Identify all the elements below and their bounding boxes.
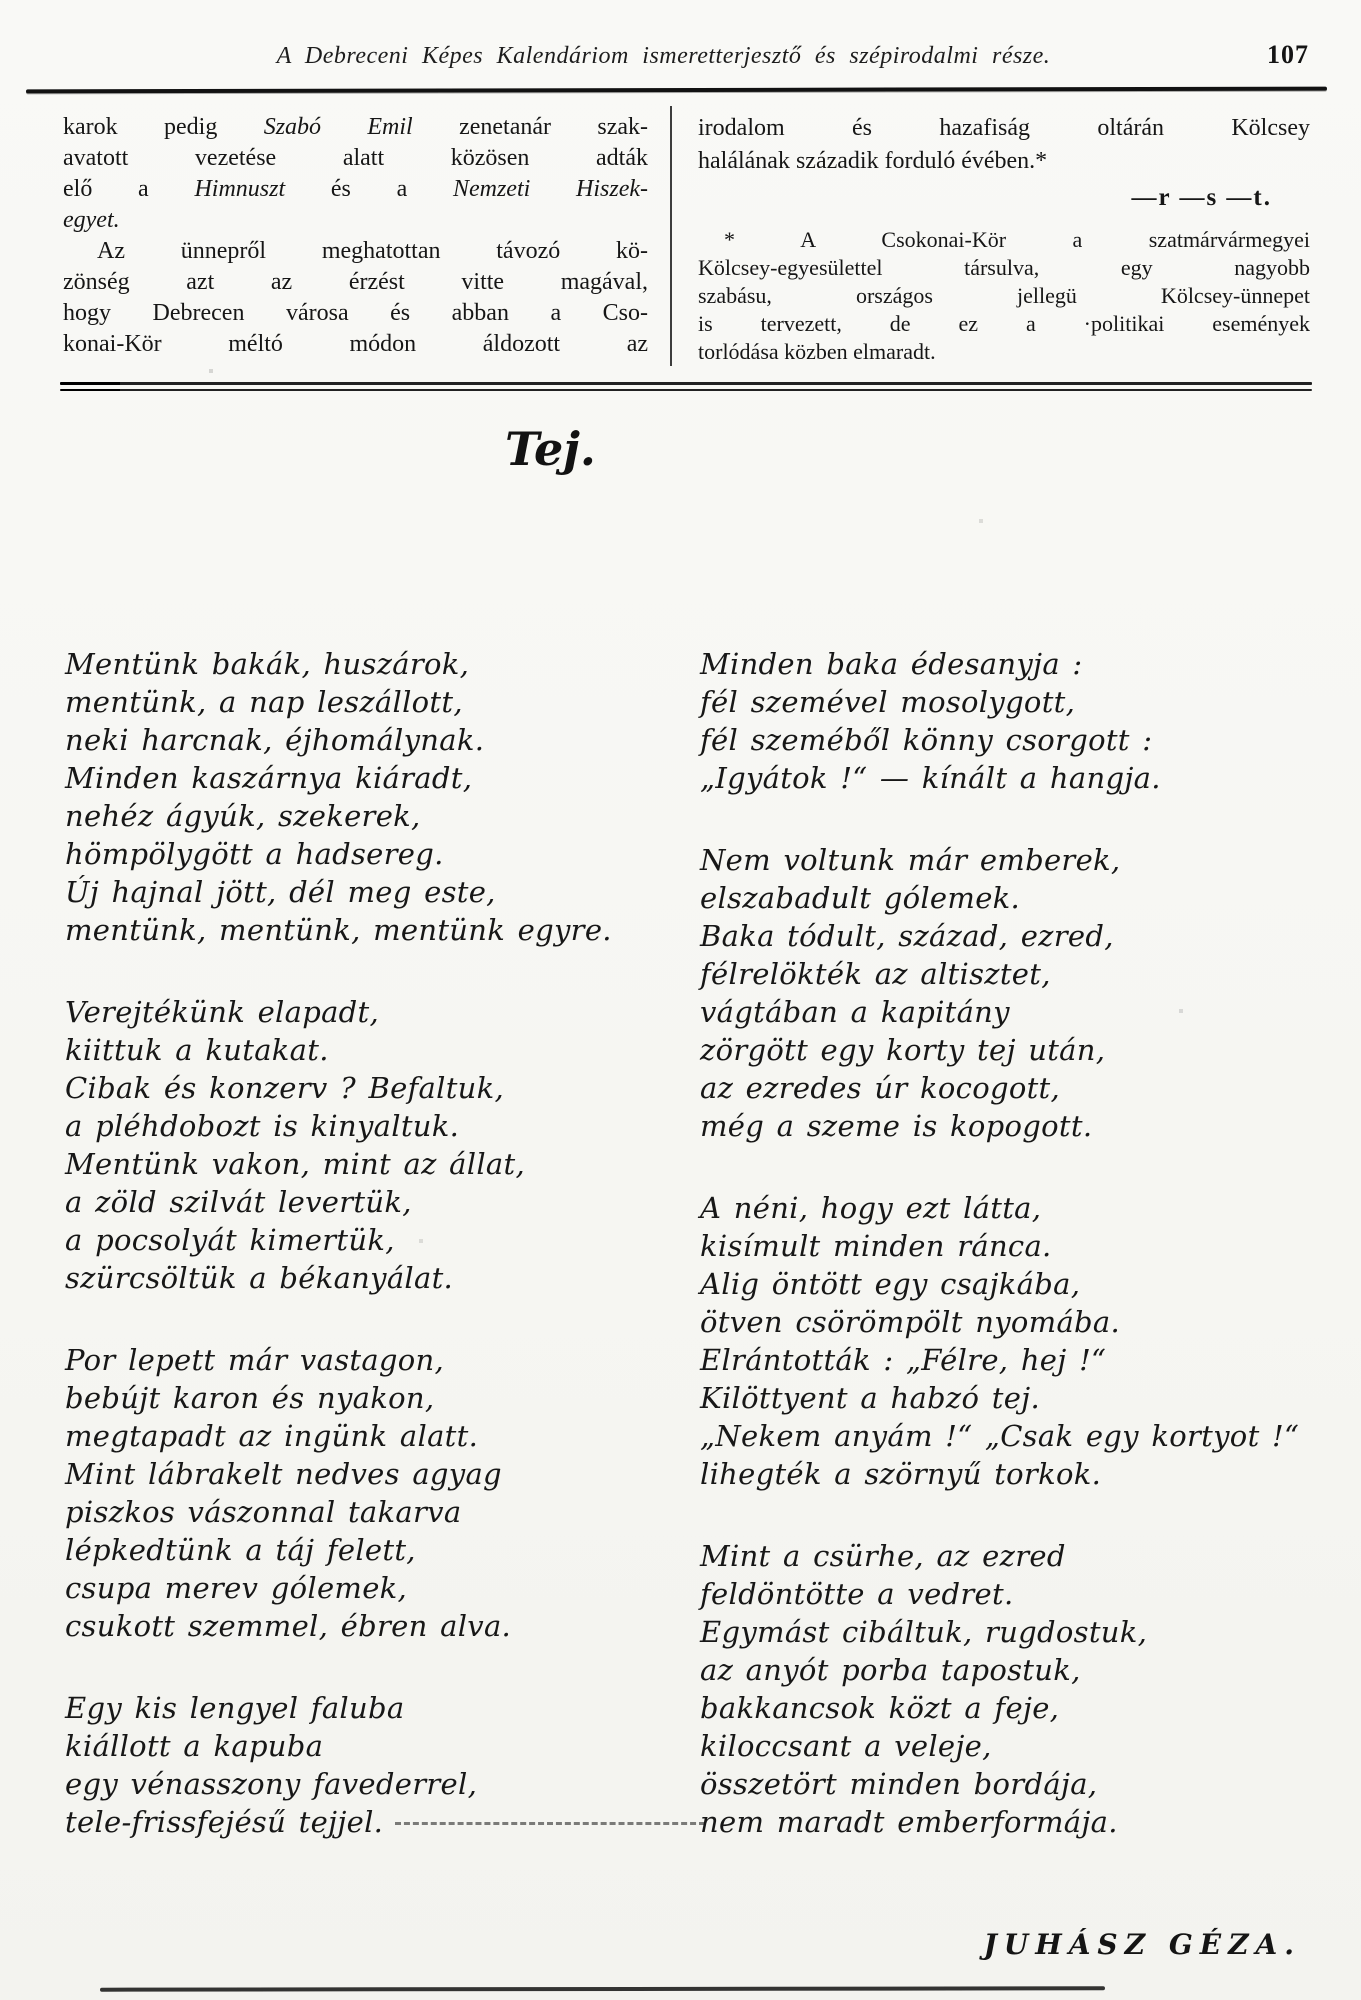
poem-line: Mentünk bakák, huszárok, <box>65 647 470 681</box>
header-rule <box>26 87 1327 94</box>
poem-line: Nem voltunk már emberek, <box>700 843 1121 877</box>
poem-line: egy vénasszony favederrel, <box>65 1767 478 1801</box>
plain-text: hogy Debrecen városa és abban a Cso- <box>63 300 648 326</box>
poem-line: Egy kis lengyel faluba <box>65 1691 405 1725</box>
poem-line: összetört minden bordája, <box>700 1767 1098 1801</box>
poem-line: hömpölygött a hadsereg. <box>65 837 444 871</box>
text-line <box>63 298 648 329</box>
column-divider <box>670 106 672 366</box>
poem-line: Mint lábrakelt nedves agyag <box>65 1457 502 1491</box>
section-divider-rule-bottom <box>60 389 1312 391</box>
poem-line: neki harcnak, éjhomálynak. <box>65 723 485 757</box>
poem-line: zörgött egy korty tej után, <box>700 1033 1106 1067</box>
plain-text: irodalom és hazafiság oltárán Kölcsey <box>698 115 1310 141</box>
poem-line: Mentünk vakon, mint az állat, <box>65 1147 525 1181</box>
poem-line: A néni, hogy ezt látta, <box>700 1191 1042 1225</box>
stanza <box>65 1341 645 1645</box>
italic-text: Nemzeti Hiszek- <box>452 176 648 202</box>
paragraph <box>63 236 648 360</box>
poem-line: Cibak és konzerv ? Befaltuk, <box>65 1071 505 1105</box>
text-line <box>63 143 648 174</box>
poem-line: ötven csörömpölt nyomába. <box>700 1305 1121 1339</box>
poem-line: Egymást cibáltuk, rugdostuk, <box>700 1615 1148 1649</box>
section-divider-rule-top <box>60 382 1312 385</box>
poem-line: lihegték a szörnyű torkok. <box>700 1457 1102 1491</box>
poem-line: még a szeme is kopogott. <box>700 1109 1093 1143</box>
stanza <box>700 645 1340 797</box>
footnote-line: szabásu, országos jellegü Kölcsey-ünnepet <box>698 283 1310 308</box>
paragraph <box>698 112 1310 178</box>
poem-line: Baka tódult, század, ezred, <box>700 919 1114 953</box>
article-right-paragraph <box>698 112 1310 178</box>
footnote-line: is tervezett, de ez a ·politikai események <box>698 311 1310 336</box>
page-number: 107 <box>1267 40 1309 69</box>
text-line <box>63 236 648 267</box>
poem-line: félrelökték az altisztet, <box>700 957 1051 991</box>
article-column-right <box>698 106 1310 366</box>
poem-line: nehéz ágyúk, szekerek, <box>65 799 421 833</box>
text-line <box>63 112 648 143</box>
plain-text: avatott vezetése alatt közösen adták <box>63 145 648 171</box>
plain-text: halálának századik forduló évében.* <box>698 148 1048 174</box>
footnote-line: * A Csokonai-Kör a szatmárvármegyei <box>724 227 1310 252</box>
footnote-line: torlódása közben elmaradt. <box>698 339 936 364</box>
poem-line: Alig öntött egy csajkába, <box>700 1267 1081 1301</box>
plain-text: konai-Kör méltó módon áldozott az <box>63 331 648 357</box>
poem-line: mentünk, mentünk, mentünk egyre. <box>65 913 612 947</box>
poem-line: Új hajnal jött, dél meg este, <box>65 875 496 909</box>
poem-line: megtapadt az ingünk alatt. <box>65 1419 479 1453</box>
poem-line: kisímult minden ránca. <box>700 1229 1052 1263</box>
stanza <box>700 1189 1340 1493</box>
article-column-left <box>63 106 648 366</box>
italic-text: egyet. <box>63 207 120 233</box>
plain-text: zenetanár szak- <box>412 114 648 140</box>
text-line <box>698 145 1310 178</box>
plain-text: karok pedig <box>63 114 264 140</box>
scan-artifact-smear <box>395 1822 705 1825</box>
poem-line: „Igyátok !“ — kínált a hangja. <box>700 761 1161 795</box>
poem-line: tele-frissfejésű tejjel. <box>65 1803 645 1841</box>
paragraph <box>63 112 648 236</box>
plain-text: elő a <box>63 176 195 202</box>
text-line <box>63 267 648 298</box>
scan-artifact-specks <box>0 0 2 2</box>
poem-line: a zöld szilvát levertük, <box>65 1185 412 1219</box>
poem-line: elszabadult gólemek. <box>700 881 1021 915</box>
poem-line: mentünk, a nap leszállott, <box>65 685 463 719</box>
poem-line: szürcsöltük a békanyálat. <box>65 1261 454 1295</box>
header-title: A Debreceni Képes Kalendáriom ismeretterjesztő és szépirodalmi része. <box>276 43 1051 69</box>
footnote-line: Kölcsey-egyesülettel társulva, egy nagyobb <box>698 255 1310 280</box>
poem-line: fél szeméből könny csorgott : <box>700 723 1153 757</box>
page-header <box>60 40 1309 70</box>
poem-line: az ezredes úr kocogott, <box>700 1071 1061 1105</box>
poem-line: a pocsolyát kimertük, <box>65 1223 395 1257</box>
poem-line: kiállott a kapuba <box>65 1729 324 1763</box>
plain-text: Az ünnepről meghatottan távozó kö- <box>97 238 648 264</box>
poem-line: „Nekem anyám !“ „Csak egy kortyot !“ <box>700 1419 1300 1453</box>
stanza <box>700 841 1340 1145</box>
poem-author: JUHÁSZ GÉZA. <box>983 1928 1301 1961</box>
text-line <box>63 174 648 205</box>
plain-text: zönség azt az érzést vitte magával, <box>63 269 648 295</box>
poem-line: Kilöttyent a habzó tej. <box>700 1381 1040 1415</box>
article-byline: —r —s —t. <box>1131 184 1272 211</box>
poem-column-right <box>700 645 1340 1885</box>
poem-line: a pléhdobozt is kinyaltuk. <box>65 1109 460 1143</box>
italic-text: Himnuszt <box>194 176 286 202</box>
poem-line: Verejtékünk elapadt, <box>65 995 380 1029</box>
italic-text: Szabó Emil <box>263 114 413 140</box>
poem-line: Minden kaszárnya kiáradt, <box>65 761 473 795</box>
poem-line: Elrántották : „Félre, hej !“ <box>700 1343 1107 1377</box>
stanza <box>700 1537 1340 1841</box>
poem-line: lépkedtünk a táj felett, <box>65 1533 416 1567</box>
poem-line: az anyót porba tapostuk, <box>700 1653 1081 1687</box>
poem-column-left <box>65 645 645 1885</box>
poem-line: csupa merev gólemek, <box>65 1571 408 1605</box>
stanza <box>65 645 645 949</box>
poem-line: nem maradt emberformája. <box>700 1805 1118 1839</box>
poem-line: Mint a csürhe, az ezred <box>700 1539 1066 1573</box>
poem-line: kiloccsant a veleje, <box>700 1729 992 1763</box>
stanza <box>65 1689 645 1841</box>
text-line <box>63 205 648 236</box>
poem-line: fél szemével mosolygott, <box>700 685 1076 719</box>
footnote <box>698 226 1310 366</box>
poem-line: feldöntötte a vedret. <box>700 1577 1014 1611</box>
scan-artifact-bottom-line <box>100 1986 1105 1991</box>
poem-line: kiittuk a kutakat. <box>65 1033 329 1067</box>
poem-line: bebújt karon és nyakon, <box>65 1381 435 1415</box>
section-divider-rule <box>60 382 1312 391</box>
article-section <box>63 106 1310 391</box>
poem-line: csukott szemmel, ébren alva. <box>65 1609 512 1643</box>
poem-title: Tej. <box>505 422 596 476</box>
text-line <box>63 329 648 360</box>
poem-line: bakkancsok közt a feje, <box>700 1691 1060 1725</box>
plain-text: és a <box>285 176 453 202</box>
text-line <box>698 112 1310 145</box>
poem-line: vágtában a kapitány <box>700 995 1010 1029</box>
stanza <box>65 993 645 1297</box>
article-columns <box>63 106 1310 366</box>
poem-line: piszkos vászonnal takarva <box>65 1495 462 1529</box>
poem-line: Por lepett már vastagon, <box>65 1343 445 1377</box>
poem-line: Minden baka édesanyja : <box>700 647 1083 681</box>
